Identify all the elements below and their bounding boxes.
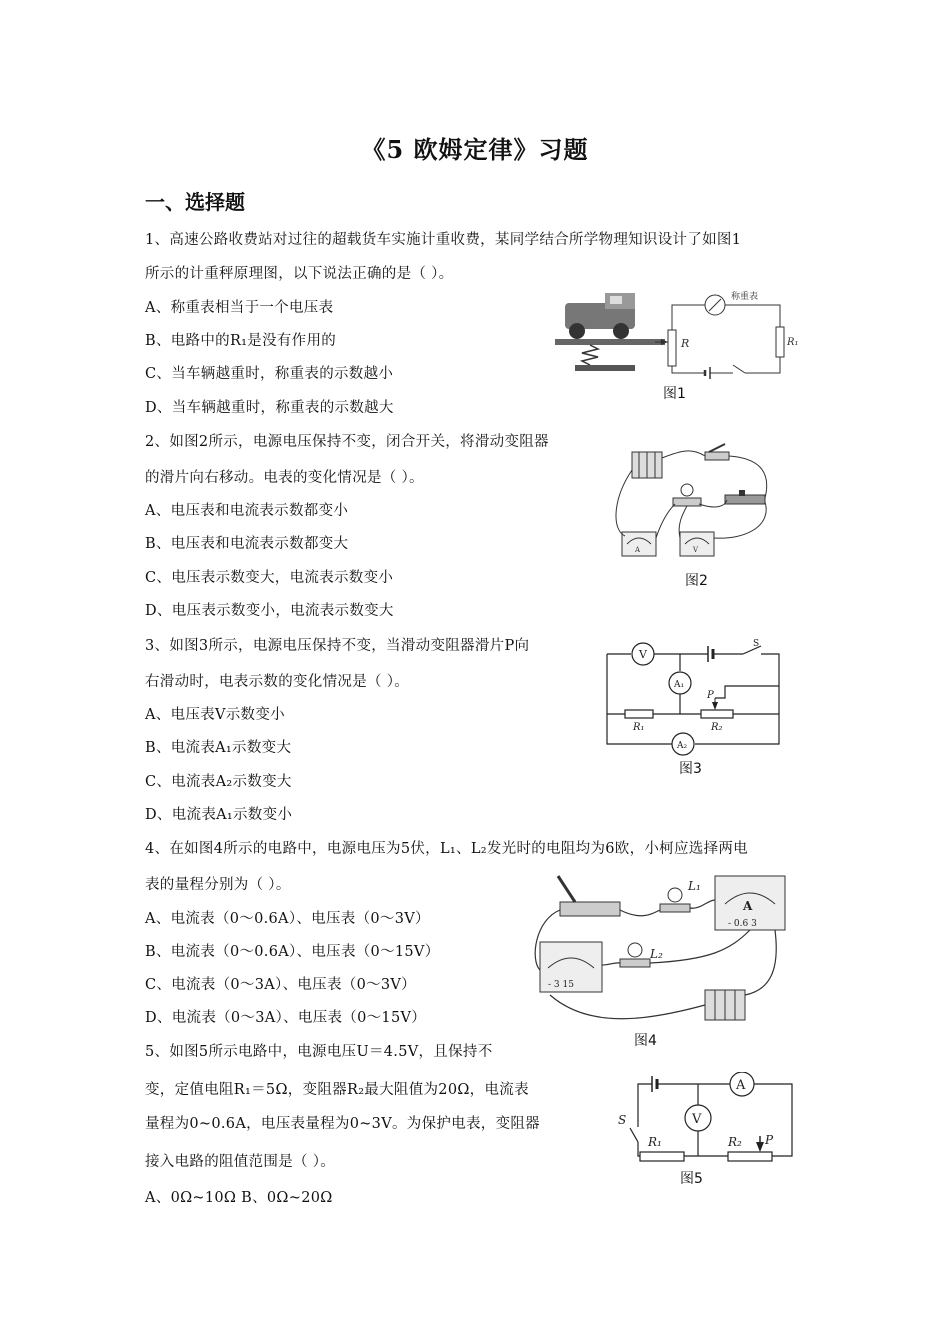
fig4-ammeter-terminals: - 0.6 3 [728,919,757,929]
q2-option-c: C、电压表示数变大，电流表示数变小 [145,570,394,586]
fig1-label-r: R [681,337,690,350]
q2-option-d: D、电压表示数变小，电流表示数变大 [145,603,394,619]
fig5-label-r2: R₂ [728,1135,742,1149]
fig3-label-r1: R₁ [633,722,645,733]
q2-option-b: B、电压表和电流表示数都变大 [145,536,349,552]
q2-stem-line2: 的滑片向右移动。电表的变化情况是（ ）。 [145,470,424,486]
q2-option-a: A、电压表和电流表示数都变小 [145,503,349,519]
voltmeter-icon [680,532,714,556]
q5-stem-line3: 量程为0~0.6A，电压表量程为0~3V。为保护电表，变阻器 [145,1116,540,1132]
truck-icon [565,293,635,339]
fig3-label-v: V [639,648,647,661]
fig3-label-s: S [753,639,760,649]
fig3-label-r2: R₂ [711,722,723,733]
page-title: 《5 欧姆定律》习题 [361,135,589,164]
figure-4-caption: 图4 [634,1033,657,1049]
knife-switch-icon [558,876,620,916]
fig4-voltmeter-terminals: - 3 15 [548,980,574,990]
fig5-label-a: A [736,1078,746,1093]
lamp-l2-icon [620,943,650,967]
q5-stem-line1: 5、如图5所示电路中，电源电压U＝4.5V，且保持不 [145,1044,493,1060]
scale-platform [555,339,665,345]
battery-icon [632,452,662,478]
q3-option-d: D、电流表A₁示数变小 [145,807,293,823]
q1-option-a: A、称重表相当于一个电压表 [145,300,334,316]
figure-5-schematic [600,1072,800,1187]
q4-option-a: A、电流表（0～0.6A）、电压表（0～3V） [145,911,430,927]
lamp-icon [673,484,701,506]
fig1-label-meter: 称重表 [731,292,759,302]
q3-stem-line1: 3、如图3所示，电源电压保持不变，当滑动变阻器滑片P向 [145,638,530,654]
q5-option-ab: A、0Ω~10Ω B、0Ω~20Ω [145,1190,333,1206]
q1-stem-line1: 1、高速公路收费站对过往的超载货车实施计重收费，某同学结合所学物理知识设计了如图1 [145,232,742,248]
lamp-l1-icon [660,888,690,912]
q1-option-c: C、当车辆越重时，称重表的示数越小 [145,366,394,382]
q3-option-c: C、电流表A₂示数变大 [145,774,292,790]
rheostat-icon [725,490,765,504]
svg-text:V: V [693,546,699,554]
q3-option-a: A、电压表V示数变小 [145,707,285,723]
fig4-label-l2: L₂ [650,947,663,961]
figure-1-weighing-circuit [555,285,805,402]
q3-option-b: B、电流表A₁示数变大 [145,740,292,756]
battery-icon [705,990,745,1020]
q4-option-d: D、电流表（0～3A）、电压表（0～15V） [145,1010,427,1026]
q1-option-b: B、电路中的R₁是没有作用的 [145,333,337,349]
fig5-label-s: S [618,1113,627,1127]
q2-stem-line1: 2、如图2所示，电源电压保持不变，闭合开关，将滑动变阻器 [145,434,549,450]
fig4-label-a: A [743,899,753,913]
fig3-label-a1: A₁ [674,680,685,690]
q4-option-c: C、电流表（0～3A）、电压表（0～3V） [145,977,416,993]
q1-option-d: D、当车辆越重时，称重表的示数越大 [145,400,394,416]
ammeter-icon [622,532,656,556]
fig1-label-r1: R₁ [787,337,799,348]
q4-option-b: B、电流表（0～0.6A）、电压表（0～15V） [145,944,440,960]
figure-3-caption: 图3 [679,761,702,777]
q4-stem-line2: 表的量程分别为（ ）。 [145,877,291,893]
q1-stem-line2: 所示的计重秤原理图，以下说法正确的是（ ）。 [145,266,454,282]
spring-icon [582,345,598,365]
fig3-label-a2: A₂ [677,741,688,751]
fig4-label-l1: L₁ [688,879,701,893]
figure-4-physical-circuit [530,870,800,1049]
figure-2-caption: 图2 [685,573,708,589]
figure-5-caption: 图5 [680,1171,703,1187]
q3-stem-line2: 右滑动时，电表示数的变化情况是（ ）。 [145,674,410,690]
ammeter-icon [715,876,785,930]
fig5-label-p: P [765,1133,774,1147]
fig5-label-v: V [692,1112,702,1127]
fig5-label-r1: R₁ [648,1135,662,1149]
section-heading: 一、选择题 [145,190,245,214]
q5-stem-line2: 变，定值电阻R₁＝5Ω，变阻器R₂最大阻值为20Ω，电流表 [145,1082,529,1098]
figure-1-caption: 图1 [663,386,686,402]
q5-stem-line4: 接入电路的阻值范围是（ ）。 [145,1154,336,1170]
figure-2-physical-circuit [607,440,782,589]
switch-icon [705,444,729,460]
q4-stem-line1: 4、在如图4所示的电路中，电源电压为5伏，L₁、L₂发光时的电阻均为6欧，小柯应选择两电 [145,841,748,857]
svg-text:A: A [635,546,641,554]
voltmeter-icon [540,942,602,992]
figure-3-schematic [603,636,783,777]
fig3-label-p: P [707,690,714,701]
